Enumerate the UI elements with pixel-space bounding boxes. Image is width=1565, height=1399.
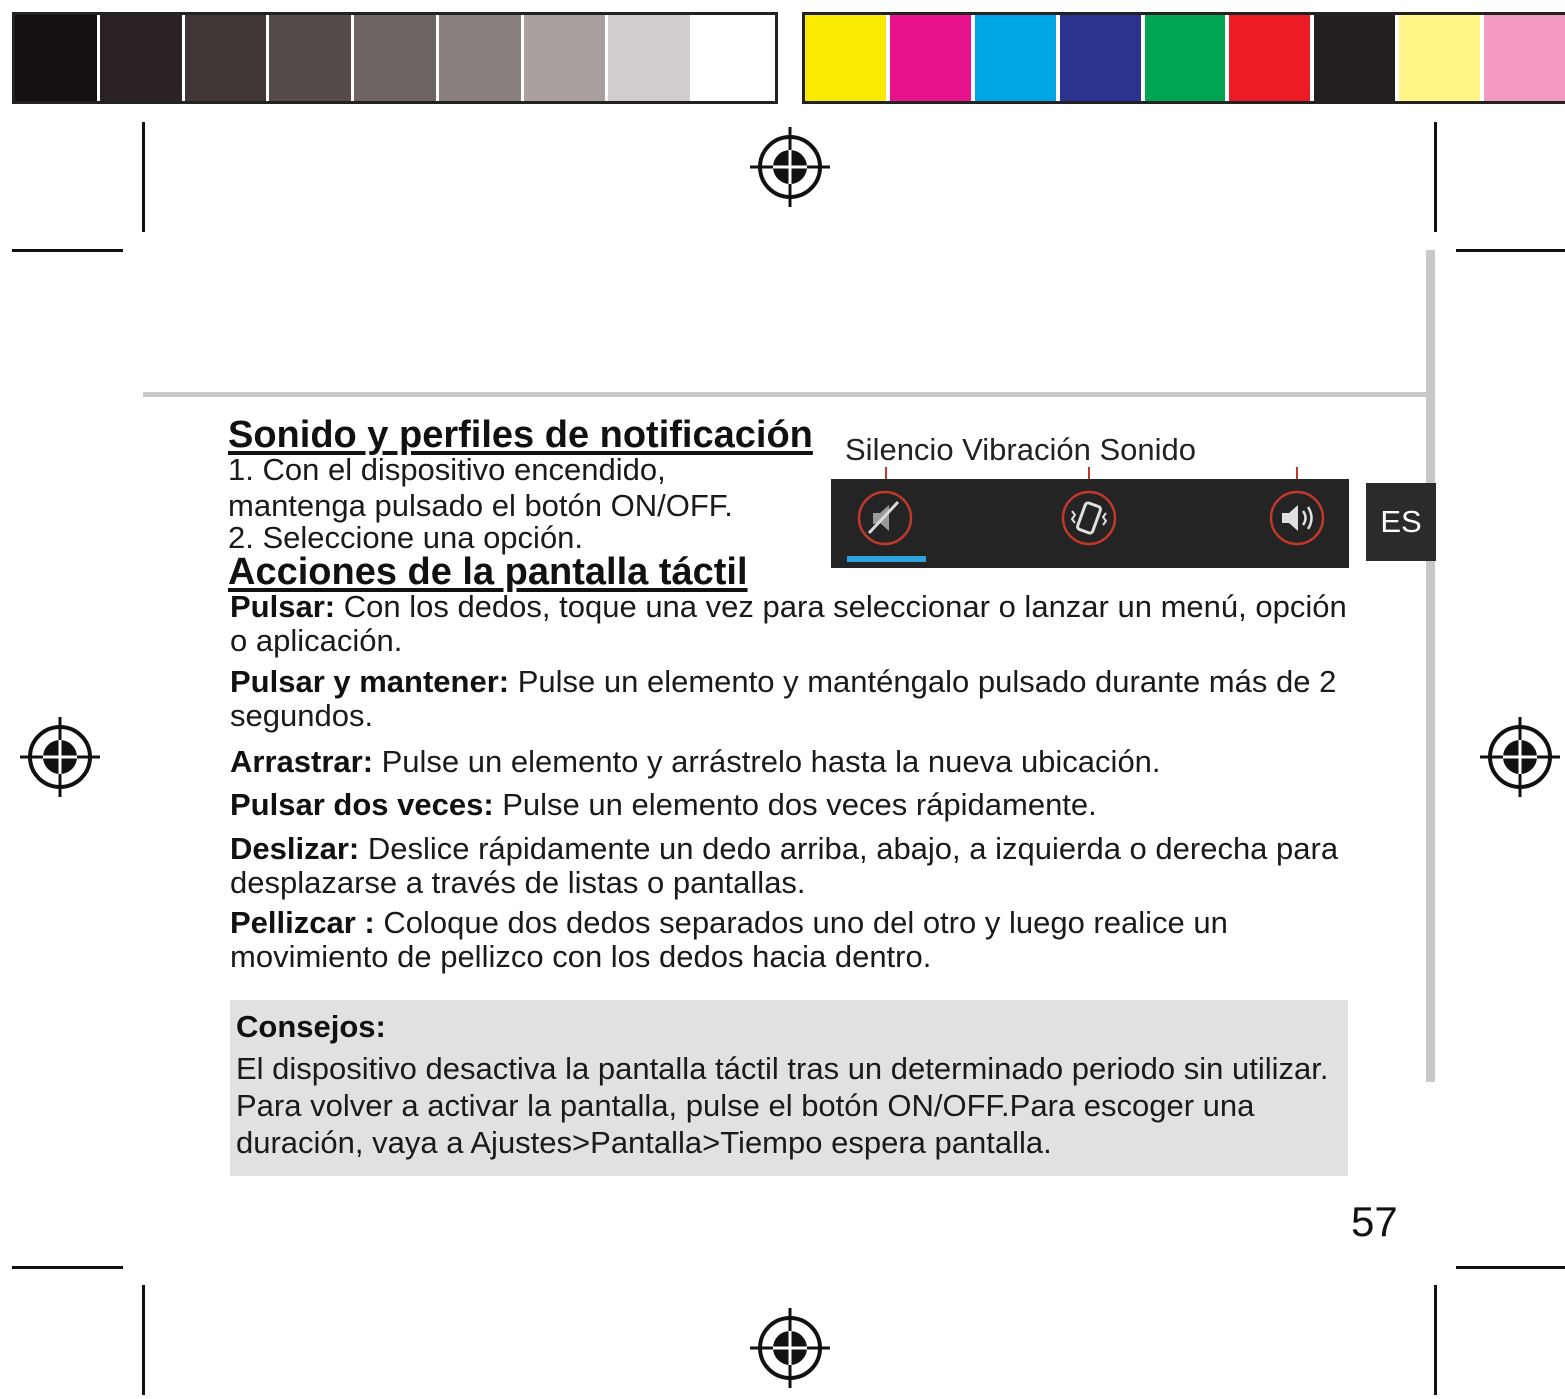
crop-mark-top-left-h [12,249,123,252]
color-swatch [1399,15,1484,101]
color-swatch [1145,15,1230,101]
color-swatch [890,15,975,101]
touch-action-item [230,590,1360,658]
crop-mark-top-right-h [1456,249,1565,252]
color-swatch [693,15,775,101]
section-title-sound: Sonido y perfiles de notificación [228,414,813,456]
crop-mark-bottom-right-h [1456,1266,1565,1269]
color-swatch [1060,15,1145,101]
color-swatch [185,15,270,101]
registration-mark-icon [750,1308,830,1388]
touch-action-text: Coloque dos dedos separados uno del otro y luego realice un movimiento de pellizco con los dedos hacia dentro. [230,905,1228,974]
touch-action-item [230,832,1360,900]
touch-action-item [230,745,1360,779]
side-divider [1426,250,1435,1082]
crop-mark-top-right-v [1434,122,1437,232]
color-swatch [1484,15,1565,101]
color-swatch [608,15,693,101]
touch-action-text: Pulse un elemento y manténgalo pulsado durante más de 2 segundos. [230,664,1337,733]
page-number: 57 [1351,1198,1398,1245]
top-divider [143,392,1428,397]
crop-mark-bottom-left-h [12,1266,123,1269]
sound-icon[interactable] [1268,489,1326,547]
touch-action-text: Pulse un elemento dos veces rápidamente. [493,787,1097,822]
crop-mark-bottom-left-v [142,1285,145,1395]
color-swatch [524,15,609,101]
touch-action-term: Pulsar y mantener: [230,664,510,699]
touch-action-term: Deslizar: [230,831,360,866]
instruction-line: mantenga pulsado el botón ON/OFF. [228,488,733,523]
color-calibration-bar [802,12,1565,104]
instruction-line: 1. Con el dispositivo encendido, [228,452,666,487]
touch-action-term: Pellizcar : [230,905,375,940]
vibration-icon[interactable] [1060,489,1118,547]
tips-text: El dispositivo desactiva la pantalla táctil tras un determinado periodo sin utilizar. Para volver a activar la pantalla, pulse el botón ON/OFF.Para escoger una duración, vaya a Ajustes>Pantalla>Tiempo espera pantalla. [236,1051,1329,1160]
touch-action-item [230,665,1360,733]
color-swatch [1314,15,1399,101]
touch-action-text: Pulse un elemento y arrástrelo hasta la nueva ubicación. [373,744,1161,779]
color-swatch [100,15,185,101]
color-swatch [15,15,100,101]
color-swatch [269,15,354,101]
language-tab: ES [1366,483,1436,561]
touch-action-term: Pulsar: [230,589,336,624]
color-swatch [354,15,439,101]
tips-box [230,1000,1348,1176]
color-swatch [1229,15,1314,101]
color-swatch [975,15,1060,101]
touch-action-term: Arrastrar: [230,744,374,779]
touch-action-term: Pulsar dos veces: [230,787,494,822]
touch-action-text: Deslice rápidamente un dedo arriba, abajo, a izquierda o derecha para desplazarse a través de listas o pantallas. [230,831,1339,900]
color-swatch [439,15,524,101]
grayscale-calibration-bar [12,12,778,104]
tips-title: Consejos: [236,1009,386,1044]
section-title-touch: Acciones de la pantalla táctil [228,551,748,593]
registration-mark-icon [1480,717,1560,797]
touch-action-item [230,788,1360,822]
crop-mark-bottom-right-v [1434,1285,1437,1395]
touch-action-text: Con los dedos, toque una vez para seleccionar o lanzar un menú, opción o aplicación. [230,589,1347,658]
registration-mark-icon [20,717,100,797]
sound-mode-labels: Silencio Vibración Sonido [845,432,1196,467]
registration-mark-icon [750,127,830,207]
touch-action-item [230,906,1360,974]
instruction-line: 2. Seleccione una opción. [228,520,584,555]
sound-profile-panel [831,479,1349,568]
crop-mark-top-left-v [142,122,145,232]
active-mode-indicator [847,556,926,562]
silence-icon[interactable] [856,489,914,547]
color-swatch [805,15,890,101]
